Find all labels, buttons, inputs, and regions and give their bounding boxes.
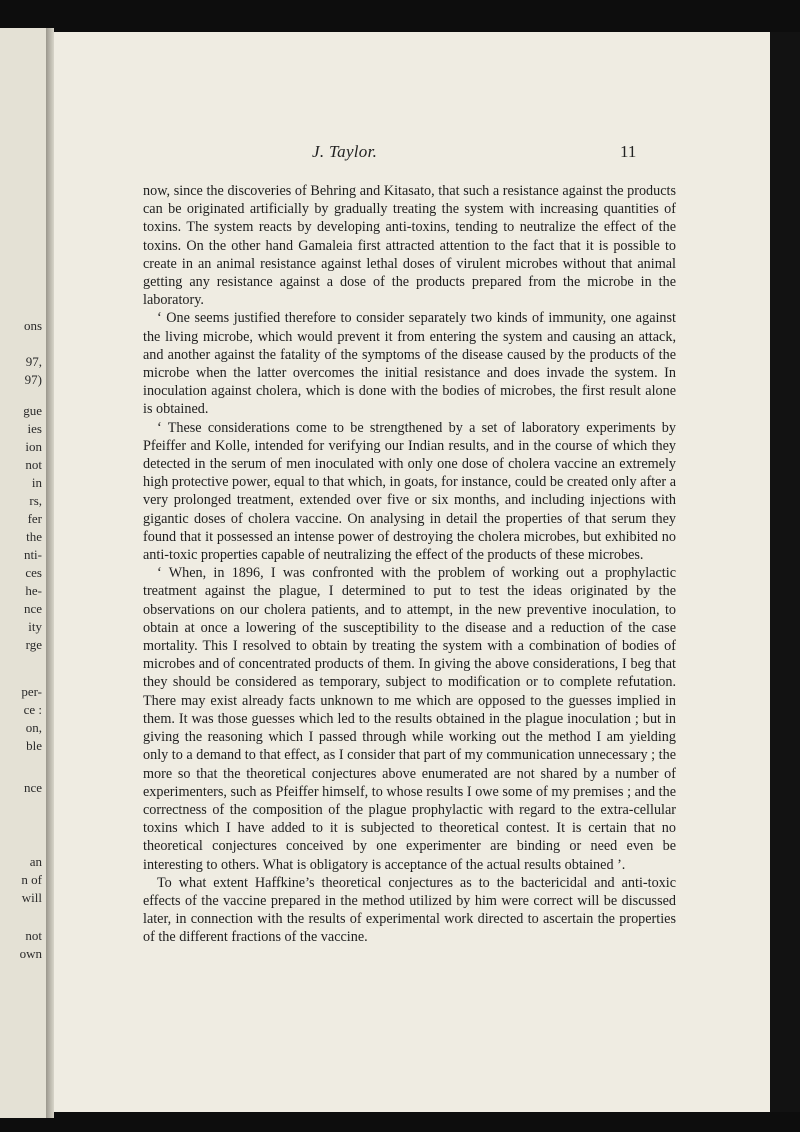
paragraph: To what extent Haffkine’s theoretical conjectures as to the bactericidal and anti-toxic effects of the vaccine prepared in the method utilized by him were correct will be discussed later, in connection with the results of experimental work directed to ascertain the properties of the different fractions of the vaccine. <box>143 874 676 946</box>
margin-fragment: not <box>25 457 42 472</box>
margin-fragment: 97) <box>24 372 42 387</box>
page-header <box>54 142 770 164</box>
margin-fragment: ces <box>25 565 42 580</box>
page-number: 11 <box>620 142 637 161</box>
margin-fragment: ce : <box>23 702 42 717</box>
book-page <box>54 32 770 1112</box>
margin-fragment: ion <box>25 439 42 454</box>
margin-fragment: nce <box>23 780 42 795</box>
margin-fragment: he- <box>25 583 42 598</box>
margin-fragment: rge <box>25 637 42 652</box>
margin-fragment: own <box>19 946 42 961</box>
paragraph: now, since the discoveries of Behring and Kitasato, that such a resistance against the products can be originated artificially by gradually treating the system with increasing quantities of toxins. The system reacts by developing anti-toxins, tending to neutralize the effect of the toxins. On the other hand Gamaleia first attracted attention to the fact that it is possible to create in an animal resistance against lethal doses of virulent microbes without that animal getting any resistance against a dose of the products prepared from the microbe in the laboratory. <box>143 183 676 309</box>
adjacent-page-edge <box>0 28 46 1118</box>
body-text <box>143 182 676 947</box>
margin-fragment: fer <box>27 511 42 526</box>
scan-background <box>770 32 800 1112</box>
margin-fragment: 97, <box>25 354 42 369</box>
margin-fragment: the <box>26 529 42 544</box>
margin-fragment: n of <box>21 872 42 887</box>
running-head: J. Taylor. <box>312 142 378 161</box>
margin-fragment: ble <box>26 738 42 753</box>
margin-fragment: in <box>31 475 42 490</box>
margin-fragment: ies <box>27 421 42 436</box>
margin-fragment: gue <box>23 403 42 418</box>
paragraph: ‘ When, in 1896, I was confronted with the problem of working out a prophylactic treatment against the plague, I determined to put to test the ideas originated by the observations on our cholera patients, and to attempt, in the new preventive inoculation, to obtain at once a lowering of the susceptibility to the disease and a reduction of the case mortality. This I resolved to obtain by treating the system with a combination of bodies of microbes and of concentrated products of them. In giving the above considerations, I beg that they should be considered as temporary, subject to modification or to complete refutation. There may exist already facts unknown to me which are opposed to the guesses implied in them. It was those guesses which led to the results obtained in the plague inoculation ; but in giving the reasoning which I passed through while working out the method I am yielding only to a demand to that effect, as I consider that part of my communication unnecessary ; the more so that the theoretical conjectures above enumerated are not shared by a number of experimenters, such as Pfeiffer himself, to whose results I owe some of my premises ; and the correctness of the composition of the plague prophylactic with regard to the extra-cellular toxins which I have added to it is subjected to theoretical contest. It is certain that no theoretical conjectures conceived by one experimenter are binding or need even be interesting to others. What is obligatory is acceptance of the actual results obtained ’. <box>143 565 676 873</box>
margin-fragment: an <box>29 854 42 869</box>
margin-fragment: will <box>21 890 42 905</box>
margin-fragment: nti- <box>23 547 42 562</box>
margin-fragment: ons <box>23 318 42 333</box>
margin-fragment: rs, <box>29 493 42 508</box>
margin-fragment: per- <box>21 684 42 699</box>
margin-fragment: on, <box>25 720 42 735</box>
book-gutter <box>46 28 54 1118</box>
margin-fragment: nce <box>23 601 42 616</box>
margin-fragment: not <box>25 928 42 943</box>
margin-fragment: ity <box>28 619 42 634</box>
paragraph: ‘ These considerations come to be strengthened by a set of laboratory experiments by Pfeiffer and Kolle, intended for verifying our Indian results, and in the course of which they detected in the serum of men inoculated with only one dose of cholera vaccine an extremely high protective power, equal to that which, in goats, for instance, could be created only after a very prolonged treatment, extended over five or six months, and including injections with gigantic doses of cholera vaccine. On analysing in detail the properties of that serum they found that it possessed an intense power of destroying the cholera microbes, but exhibited no anti-toxic properties capable of neutralizing the effect of the products of these microbes. <box>143 419 676 564</box>
paragraph: ‘ One seems justified therefore to consider separately two kinds of immunity, one against the living microbe, which would prevent it from entering the system and causing an attack, and another against the fatality of the symptoms of the disease caused by the products of the microbe when the latter overcomes the initial resistance and does invade the system. In inoculation against cholera, which is done with the bodies of microbes, the first result alone is obtained. <box>143 310 676 418</box>
